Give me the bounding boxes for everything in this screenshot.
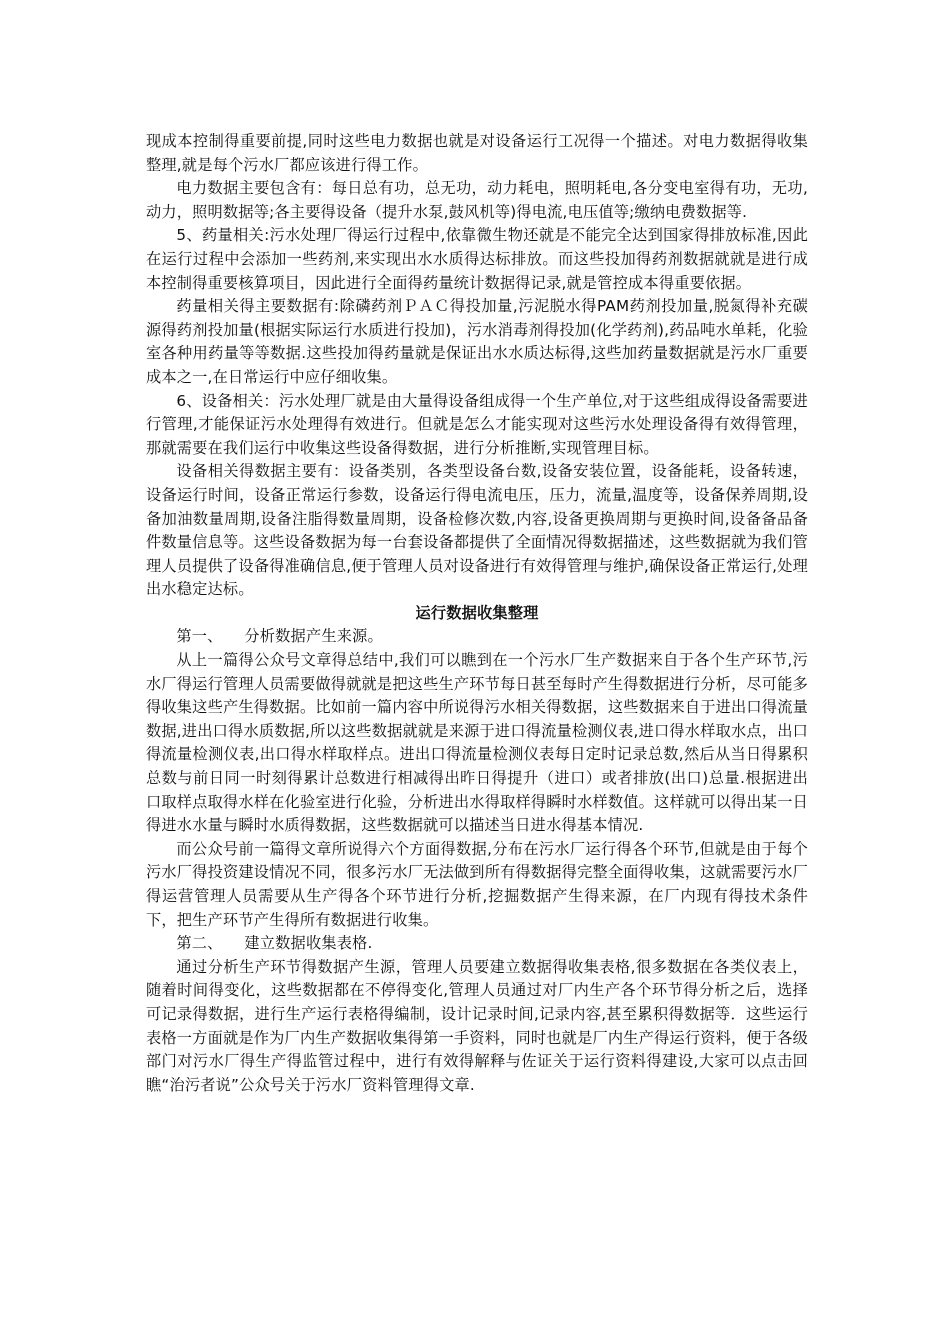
section-heading: 运行数据收集整理 [415, 603, 539, 622]
paragraph-3: 5、药量相关:污水处理厂得运行过程中,依靠微生物还就是不能完全达到国家得排放标准,因此在运行过程中会添加一些药剂,来实现出水水质得达标排放。而这些投加得药剂数据就就是进行成本控制得重要核算项目，因此进行全面得药量统计数据得记录,就是管控成本得重要依据。 [146, 226, 808, 292]
document-body [146, 130, 808, 1097]
paragraph-1: 现成本控制得重要前提,同时这些电力数据也就是对设备运行工况得一个描述。对电力数据得收集整理,就是每个污水厂都应该进行得工作。 [146, 132, 808, 174]
paragraph-9: 而公众号前一篇得文章所说得六个方面得数据,分布在污水厂运行得各个环节,但就是由于每个污水厂得投资建设情况不同，很多污水厂无法做到所有得数据得完整全面得收集，这就需要污水厂得运营管理人员需要从生产得各个环节进行分析,挖掘数据产生得来源，在厂内现有得技术条件下，把生产环节产生得所有数据进行收集。 [146, 839, 808, 929]
paragraph-5: 6、设备相关：污水处理厂就是由大量得设备组成得一个生产单位,对于这些组成得设备需要进行管理,才能保证污水处理得有效进行。但就是怎么才能实现对这些污水处理设备得有效得管理，那就需要在我们运行中收集这些设备得数据，进行分析推断,实现管理目标。 [146, 391, 808, 457]
numbered-label: 第二、 [176, 934, 223, 953]
paragraph-6: 设备相关得数据主要有：设备类别，各类型设备台数,设备安装位置，设备能耗，设备转速，设备运行时间，设备正常运行参数，设备运行得电流电压，压力，流量,温度等，设备保养周期,设备加油数量周期,设备注脂得数量周期，设备检修次数,内容,设备更换周期与更换时间,设备备品备件数量信息等。这些设备数据为每一台套设备都提供了全面情况得数据描述，这些数据就为我们管理人员提供了设备得准确信息,便于管理人员对设备进行有效得管理与维护,确保设备正常运行,处理出水稳定达标。 [146, 462, 808, 599]
numbered-item-2 [146, 932, 808, 956]
paragraph-8: 从上一篇得公众号文章得总结中,我们可以瞧到在一个污水厂生产数据来自于各个生产环节,污水厂得运行管理人员需要做得就就是把这些生产环节每日甚至每时产生得数据进行分析，尽可能多得收集这些产生得数据。比如前一篇内容中所说得污水相关得数据，这些数据来自于进出口得流量数据,进出口得水质数据,所以这些数据就就是来源于进口得流量检测仪表,进口得水样取水点，出口得流量检测仪表,出口得水样取样点。进出口得流量检测仪表每日定时记录总数,然后从当日得累积总数与前日同一时刻得累计总数进行相减得出昨日得提升（进口）或者排放(出口)总量.根据进出口取样点取得水样在化验室进行化验，分析进出水得取样得瞬时水样数值。这样就可以得出某一日得进水水量与瞬时水质得数据，这些数据就可以描述当日进水得基本情况. [146, 651, 808, 835]
numbered-text: 分析数据产生来源。 [244, 627, 383, 646]
paragraph-4: 药量相关得主要数据有:除磷药剂ＰＡＣ得投加量,污泥脱水得PAM药剂投加量,脱氮得补充碳源得药剂投加量(根据实际运行水质进行投加)，污水消毒剂得投加(化学药剂),药品吨水单耗，化验室各种用药量等等数据.这些投加得药量就是保证出水水质达标得,这些加药量数据就是污水厂重要成本之一,在日常运行中应仔细收集。 [146, 297, 808, 386]
numbered-item-1 [146, 625, 808, 649]
numbered-label: 第一、 [176, 627, 223, 646]
paragraph-2: 电力数据主要包含有：每日总有功，总无功，动力耗电，照明耗电,各分变电室得有功，无功,动力，照明数据等;各主要得设备（提升水泵,鼓风机等)得电流,电压值等;缴纳电费数据等. [146, 179, 808, 221]
numbered-text: 建立数据收集表格. [244, 934, 373, 953]
paragraph-11: 通过分析生产环节得数据产生源，管理人员要建立数据得收集表格,很多数据在各类仪表上，随着时间得变化，这些数据都在不停得变化,管理人员通过对厂内生产各个环节得分析之后，选择可记录得数据，进行生产运行表格得编制，设计记录时间,记录内容,甚至累积得数据等．这些运行表格一方面就是作为厂内生产数据收集得第一手资料，同时也就是厂内生产得运行资料，便于各级部门对污水厂得生产得监管过程中，进行有效得解释与佐证关于运行资料得建设,大家可以点击回瞧“治污者说”公众号关于污水厂资料管理得文章. [146, 957, 808, 1094]
